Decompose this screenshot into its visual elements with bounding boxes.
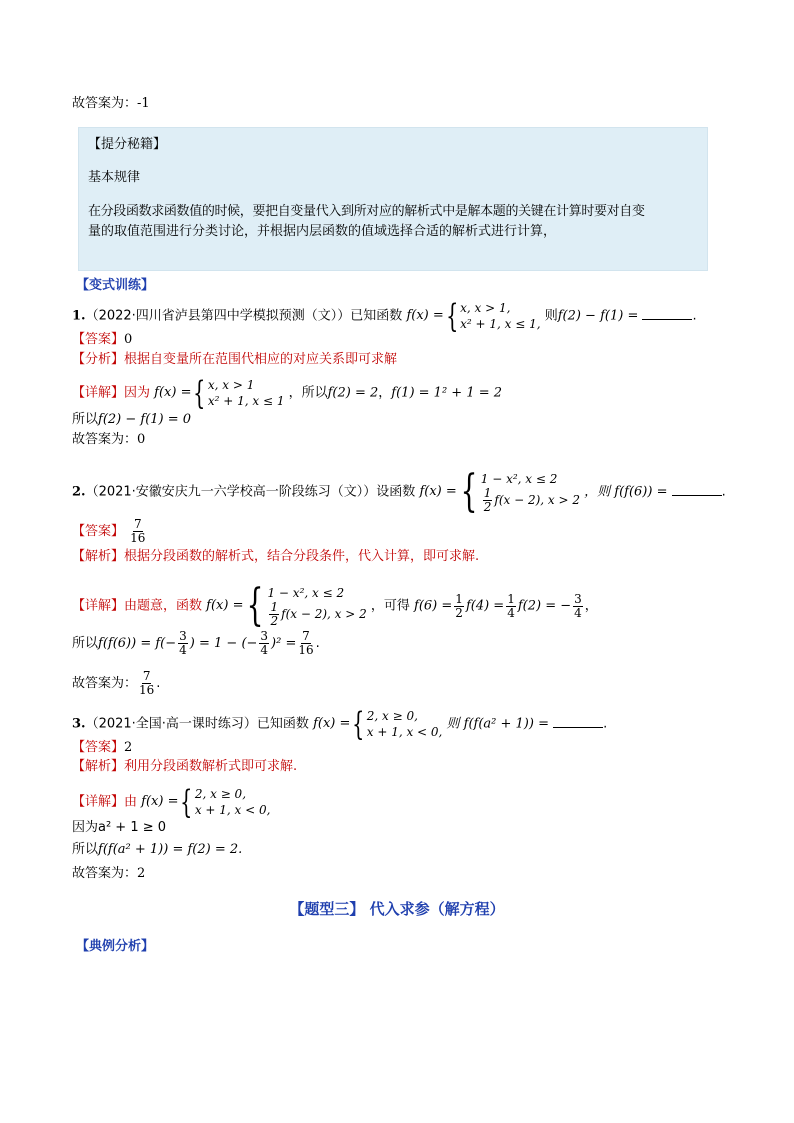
tip-body-line2: 量的取值范围进行分类讨论，并根据内层函数的值域选择合适的解析式进行计算， [88,224,557,239]
q2-statement: 2.（2021·安徽安庆九一六学校高一阶段练习（文））设函数 f(x) = { 1 − x², x ≤ 2 $\frac{1}{2}$ f(x − 2), x > 2 ，则 f(f(6)) = . [72,466,726,517]
q3-piecewise: f(x) = { 2, x ≥ 0, x + 1, x < 0, [313,705,443,743]
tip-title: 【提分秘籍】 [88,137,167,152]
q1-detail: 【详解】因为 f(x) = { x, x > 1 x² + 1, x ≤ 1 ，所以f(2) = 2，f(1) = 1² + 1 = 2 [72,374,503,412]
q2-answer: 【答案】 $\frac{7}{16}$ [72,517,146,545]
q2-final: 故答案为： $\frac{7}{16}$ . [72,669,161,697]
q3-analysis: 【解析】利用分段函数解析式即可求解. [72,759,298,774]
q3-detail-line2: 因为a² + 1 ≥ 0 [72,820,167,835]
answer-blank [642,307,692,320]
q1-piecewise: f(x) = { x, x > 1, x² + 1, x ≤ 1, [406,297,541,335]
practice-header: 【变式训练】 [76,278,155,293]
prev-answer: 故答案为：-1 [72,96,150,111]
q3-final: 故答案为：2 [72,866,146,881]
q3-detail-line3: 所以f(f(a² + 1)) = f(2) = 2. [72,842,243,857]
q2-detail-line2: 所以f(f(6)) = f(− $\frac{3}{4}$ ) = 1 − (− $\frac{3}{4}$ )² = $\frac{7}{16}$ . [72,629,320,657]
q1-answer: 【答案】0 [72,332,133,347]
q3-statement: 3.（2021·全国·高一课时练习）已知函数 f(x) = { 2, x ≥ 0, x + 1, x < 0, 则 f(f(a² + 1)) = . [72,705,608,743]
q1-final: 故答案为：0 [72,432,146,447]
answer-blank [672,483,722,496]
left-brace: { [247,580,264,631]
q1-detail-line2: 所以f(2) − f(1) = 0 [72,412,192,427]
left-brace: { [193,374,206,412]
tip-box [78,127,708,271]
example-header: 【典例分析】 [76,939,155,954]
tip-body-line1: 在分段函数求函数值的时候，要把自变量代入到所对应的解析式中是解本题的关键在计算时要对自变 [88,204,645,219]
left-brace: { [445,297,459,335]
left-brace: { [460,466,478,517]
left-brace: { [180,783,193,821]
answer-blank [553,715,603,728]
q2-analysis: 【解析】根据分段函数的解析式，结合分段条件，代入计算，即可求解. [72,549,480,564]
q2-detail: 【详解】由题意，函数 f(x) = { 1 − x², x ≤ 2 $\frac{1}{2}$ f(x − 2), x > 2 ，可得 f(6) = $\frac{1}{2}$ f(4) = $\frac{1}{4}$ f(2) = − $\frac{3}{4}$ ， [72,580,598,631]
q2-piecewise: f(x) = { 1 − x², x ≤ 2 $\frac{1}{2}$ f(x − 2), x > 2 [419,466,580,517]
tip-subtitle: 基本规律 [88,170,141,185]
q3-detail: 【详解】由 f(x) = { 2, x ≥ 0, x + 1, x < 0, [72,783,271,821]
q1-analysis: 【分析】根据自变量所在范围代相应的对应关系即可求解 [72,352,398,367]
section-heading: 【题型三】 代入求参（解方程） [289,900,505,918]
q1-statement: 1.（2022·四川省泸县第四中学模拟预测（文））已知函数 f(x) = { x, x > 1, x² + 1, x ≤ 1, 则f(2) − f(1) = . [72,297,697,335]
q3-answer: 【答案】2 [72,740,133,755]
left-brace: { [352,705,365,743]
